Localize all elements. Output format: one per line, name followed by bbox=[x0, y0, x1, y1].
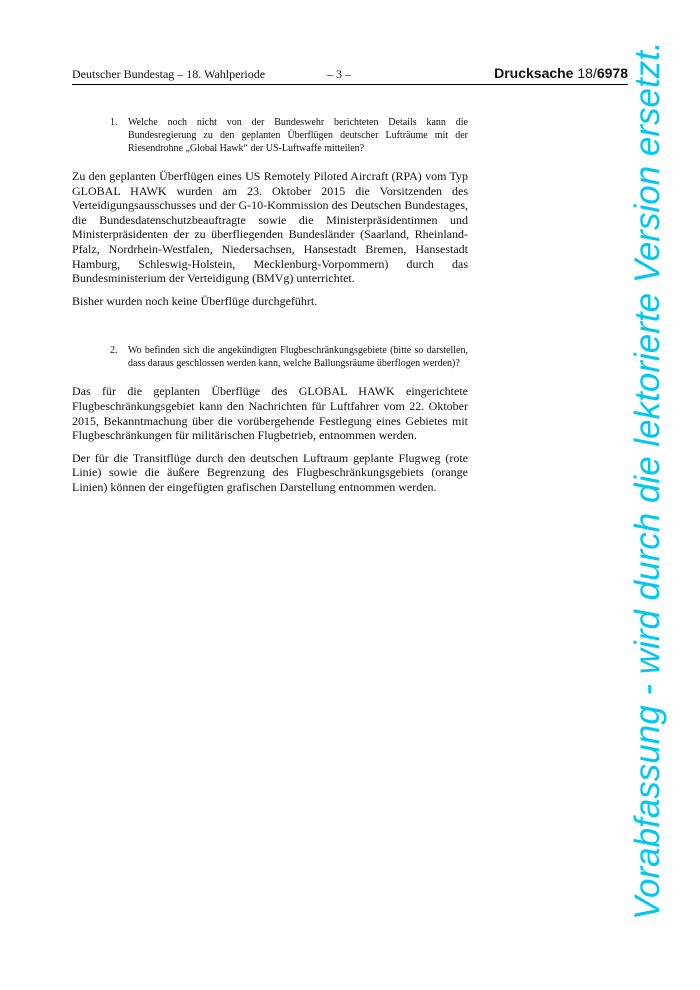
answer-paragraph: Bisher wurden noch keine Überflüge durchgeführt. bbox=[72, 293, 318, 308]
answer-paragraph: Der für die Transitflüge durch den deutschen Luftraum geplante Flugweg (rote Linie) sowie die äußere Begrenzung des Flugbeschränkungsgebiets (orange Linien) können der eingefügten grafischen Darstellung entnommen werden. bbox=[72, 450, 468, 494]
question-number: 1. bbox=[110, 117, 118, 128]
page-number: – 3 – bbox=[327, 67, 351, 81]
document-body bbox=[72, 116, 468, 503]
page-header bbox=[72, 66, 628, 85]
answer-paragraph: Das für die geplanten Überflüge des GLOBAL HAWK eingerichtete Flugbeschränkungsgebiet kann den Nachrichten für Luftfahrer vom 22. Oktober 2015, Bekanntmachung über die vorübergehende Festlegung eines Gebietes mit Flugbeschränkungen für militärischen Flugbetrieb, entnommen werden. bbox=[72, 384, 468, 443]
drucksache-period: 18/ bbox=[577, 65, 597, 81]
answer-paragraph: Zu den geplanten Überflügen eines US Remotely Piloted Aircraft (RPA) vom Typ GLOBAL HAWK wurden am 23. Oktober 2015 die Vorsitzenden des Verteidigungsausschusses und der G-10-Kommission des Deutschen Bundestages, die Bundesdatenschutzbeauftragte sowie die Ministerpräsidentinnen und Ministerpräsidenten der zu überfliegenden Bundesländer (Saarland, Rheinland-Pfalz, Nordrhein-Westfalen, Niedersachsen, Hansestadt Bremen, Hansestadt Hamburg, Schleswig-Holstein, Mecklenburg-Vorpommern) durch das Bundesministerium der Verteidigung (BMVg) unterrichtet. bbox=[72, 169, 468, 286]
header-bundestag: Deutscher Bundestag – 18. Wahlperiode bbox=[72, 67, 266, 81]
question-1 bbox=[72, 116, 468, 155]
drucksache-number bbox=[494, 64, 628, 82]
question-2 bbox=[72, 344, 468, 370]
question-number: 2. bbox=[110, 345, 118, 357]
question-text: Welche noch nicht von der Bundeswehr berichteten Details kann die Bundesregierung zu den geplanten Überflügen deutscher Lufträume mit der Riesendrohne „Global Hawk“ der US-Luftwaffe mitteilen? bbox=[128, 117, 468, 154]
question-text: Wo befinden sich die angekündigten Flugbeschränkungsgebiete (bitte so darstellen, dass daraus geschlossen werden kann, welche Ballungsräume überflogen werden)? bbox=[128, 345, 468, 370]
drucksache-id: 6978 bbox=[596, 65, 628, 81]
preliminary-version-watermark: Vorabfassung - wird durch die lektorierte Version ersetzt. bbox=[628, 41, 667, 920]
drucksache-label: Drucksache bbox=[494, 65, 574, 81]
